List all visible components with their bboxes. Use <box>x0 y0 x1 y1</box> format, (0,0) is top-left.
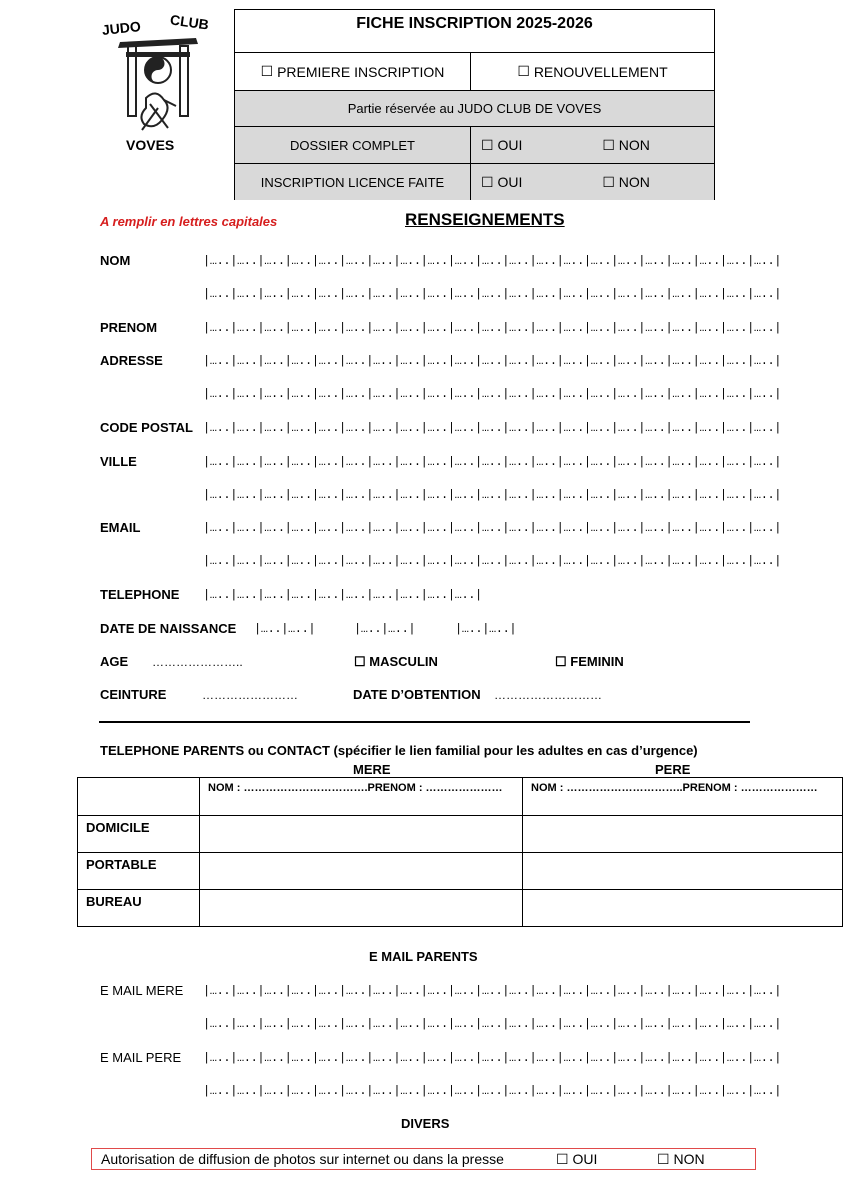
adresse-label: ADRESSE <box>100 353 163 368</box>
pere-name-cell[interactable]: NOM : …………………………..PRENOM : ………………… <box>523 778 843 816</box>
licence-faite-label: INSCRIPTION LICENCE FAITE <box>235 164 471 200</box>
age-field[interactable]: ………………….. <box>152 655 243 669</box>
mere-name-cell[interactable]: NOM : …………………………….PRENOM : ………………… <box>200 778 523 816</box>
nom-field-2[interactable]: |…..|…..|…..|…..|…..|…..|…..|…..|…..|…..|…..|…..|…..|…..|…..|…..|…..|…..|…..|…..|…..| <box>203 287 782 301</box>
nom-field[interactable]: |…..|…..|…..|…..|…..|…..|…..|…..|…..|…..|…..|…..|…..|…..|…..|…..|…..|…..|…..|…..|…..| <box>203 254 782 268</box>
prenom-label: PRENOM <box>100 320 158 335</box>
pere-bureau-cell[interactable] <box>523 890 843 927</box>
parents-heading: TELEPHONE PARENTS ou CONTACT (spécifier le lien familial pour les adultes en cas d’urgence) <box>100 743 698 758</box>
checkbox-icon[interactable]: ☐ <box>602 136 615 153</box>
checkbox-icon[interactable]: ☐ <box>260 63 274 79</box>
age-label: AGE <box>100 654 129 669</box>
photo-oui-option[interactable] <box>556 1151 597 1168</box>
date-naissance-label: DATE DE NAISSANCE <box>100 621 237 636</box>
email-mere-field-2[interactable]: |…..|…..|…..|…..|…..|…..|…..|…..|…..|…..|…..|…..|…..|…..|…..|…..|…..|…..|…..|…..|…..| <box>203 1017 782 1031</box>
checkbox-icon[interactable]: ☐ <box>602 173 615 190</box>
checkbox-icon[interactable]: ☐ <box>481 173 494 190</box>
oui-label: OUI <box>572 1150 598 1167</box>
photo-non-option[interactable] <box>657 1151 705 1168</box>
checkbox-icon[interactable]: ☐ <box>481 136 494 153</box>
non-label: NON <box>618 137 650 153</box>
form-title: FICHE INSCRIPTION 2025-2026 <box>356 15 593 32</box>
ceinture-field[interactable]: …………………… <box>202 688 298 702</box>
renouvellement-label: RENOUVELLEMENT <box>533 63 668 80</box>
telephone-label: TELEPHONE <box>100 587 180 602</box>
feminin-label: FEMININ <box>570 654 624 669</box>
ville-field-2[interactable]: |…..|…..|…..|…..|…..|…..|…..|…..|…..|…..|…..|…..|…..|…..|…..|…..|…..|…..|…..|…..|…..| <box>203 488 782 502</box>
code-postal-field[interactable]: |…..|…..|…..|…..|…..|…..|…..|…..|…..|…..|…..|…..|…..|…..|…..|…..|…..|…..|…..|…..|…..| <box>203 421 782 435</box>
mere-portable-cell[interactable] <box>200 853 523 890</box>
checkbox-icon[interactable]: ☐ <box>517 63 530 79</box>
code-postal-label: CODE POSTAL <box>100 420 193 435</box>
mere-bureau-cell[interactable] <box>200 890 523 927</box>
masculin-option[interactable] <box>354 654 438 670</box>
email-field[interactable]: |…..|…..|…..|…..|…..|…..|…..|…..|…..|…..|…..|…..|…..|…..|…..|…..|…..|…..|…..|…..|…..| <box>203 521 782 535</box>
checkbox-icon[interactable]: ☐ <box>657 1150 670 1167</box>
renouvellement-option[interactable] <box>471 53 714 90</box>
photo-authorization-box <box>91 1148 756 1170</box>
date-obtention-label: DATE D’OBTENTION <box>353 687 481 702</box>
pere-domicile-cell[interactable] <box>523 816 843 853</box>
ville-field[interactable]: |…..|…..|…..|…..|…..|…..|…..|…..|…..|…..|…..|…..|…..|…..|…..|…..|…..|…..|…..|…..|…..| <box>203 455 782 469</box>
adresse-field[interactable]: |…..|…..|…..|…..|…..|…..|…..|…..|…..|…..|…..|…..|…..|…..|…..|…..|…..|…..|…..|…..|…..| <box>203 354 782 368</box>
checkbox-icon[interactable]: ☐ <box>354 654 366 669</box>
section-divider <box>99 721 750 723</box>
club-logo <box>98 8 218 156</box>
logo-voves-text: VOVES <box>126 137 175 153</box>
divers-title: DIVERS <box>401 1116 450 1131</box>
masculin-label: MASCULIN <box>369 654 438 669</box>
email-field-2[interactable]: |…..|…..|…..|…..|…..|…..|…..|…..|…..|…..|…..|…..|…..|…..|…..|…..|…..|…..|…..|…..|…..| <box>203 554 782 568</box>
email-mere-field[interactable]: |…..|…..|…..|…..|…..|…..|…..|…..|…..|…..|…..|…..|…..|…..|…..|…..|…..|…..|…..|…..|…..| <box>203 984 782 998</box>
nom-label: NOM <box>100 253 131 268</box>
domicile-label: DOMICILE <box>78 816 200 853</box>
mere-domicile-cell[interactable] <box>200 816 523 853</box>
partie-reservee: Partie réservée au JUDO CLUB DE VOVES <box>347 101 602 116</box>
non-label: NON <box>673 1150 705 1167</box>
ville-label: VILLE <box>100 454 137 469</box>
mere-heading: MERE <box>353 762 391 777</box>
checkbox-icon[interactable]: ☐ <box>556 1150 569 1167</box>
pere-portable-cell[interactable] <box>523 853 843 890</box>
pere-heading: PERE <box>655 762 691 777</box>
birth-year-field[interactable]: |…..|…..| <box>455 622 517 636</box>
logo-club-text: CLUB <box>169 11 210 33</box>
photo-authorization-text: Autorisation de diffusion de photos sur internet ou dans la presse <box>101 1151 504 1167</box>
empty-corner-cell <box>78 778 200 816</box>
adresse-field-2[interactable]: |…..|…..|…..|…..|…..|…..|…..|…..|…..|…..|…..|…..|…..|…..|…..|…..|…..|…..|…..|…..|…..| <box>203 387 782 401</box>
header-table <box>234 9 715 200</box>
logo-judo-text: JUDO <box>101 18 142 39</box>
parents-table <box>77 777 843 927</box>
premiere-label: PREMIERE INSCRIPTION <box>277 63 445 80</box>
bureau-label: BUREAU <box>78 890 200 927</box>
non-label: NON <box>618 174 650 190</box>
birth-day-field[interactable]: |…..|…..| <box>254 622 316 636</box>
oui-label: OUI <box>497 174 523 190</box>
instruction-text: A remplir en lettres capitales <box>100 214 278 229</box>
telephone-field[interactable]: |…..|…..|…..|…..|…..|…..|…..|…..|…..|…..| <box>203 588 482 602</box>
dossier-choice <box>471 127 714 163</box>
ceinture-label: CEINTURE <box>100 687 167 702</box>
birth-month-field[interactable]: |…..|…..| <box>354 622 416 636</box>
feminin-option[interactable] <box>555 654 624 670</box>
email-pere-label: E MAIL PERE <box>100 1050 182 1065</box>
licence-choice <box>471 164 714 200</box>
prenom-field[interactable]: |…..|…..|…..|…..|…..|…..|…..|…..|…..|…..|…..|…..|…..|…..|…..|…..|…..|…..|…..|…..|…..| <box>203 321 782 335</box>
email-label: EMAIL <box>100 520 141 535</box>
email-mere-label: E MAIL MERE <box>100 983 184 998</box>
checkbox-icon[interactable]: ☐ <box>555 654 567 669</box>
portable-label: PORTABLE <box>78 853 200 890</box>
premiere-inscription-option[interactable] <box>235 53 471 90</box>
date-obtention-field[interactable]: ……………………… <box>494 688 602 702</box>
email-parents-title: E MAIL PARENTS <box>369 949 478 964</box>
dossier-complet-label: DOSSIER COMPLET <box>235 127 471 163</box>
email-pere-field-2[interactable]: |…..|…..|…..|…..|…..|…..|…..|…..|…..|…..|…..|…..|…..|…..|…..|…..|…..|…..|…..|…..|…..| <box>203 1084 782 1098</box>
oui-label: OUI <box>497 137 523 153</box>
email-pere-field[interactable]: |…..|…..|…..|…..|…..|…..|…..|…..|…..|…..|…..|…..|…..|…..|…..|…..|…..|…..|…..|…..|…..| <box>203 1051 782 1065</box>
section-title: RENSEIGNEMENTS <box>405 210 565 229</box>
